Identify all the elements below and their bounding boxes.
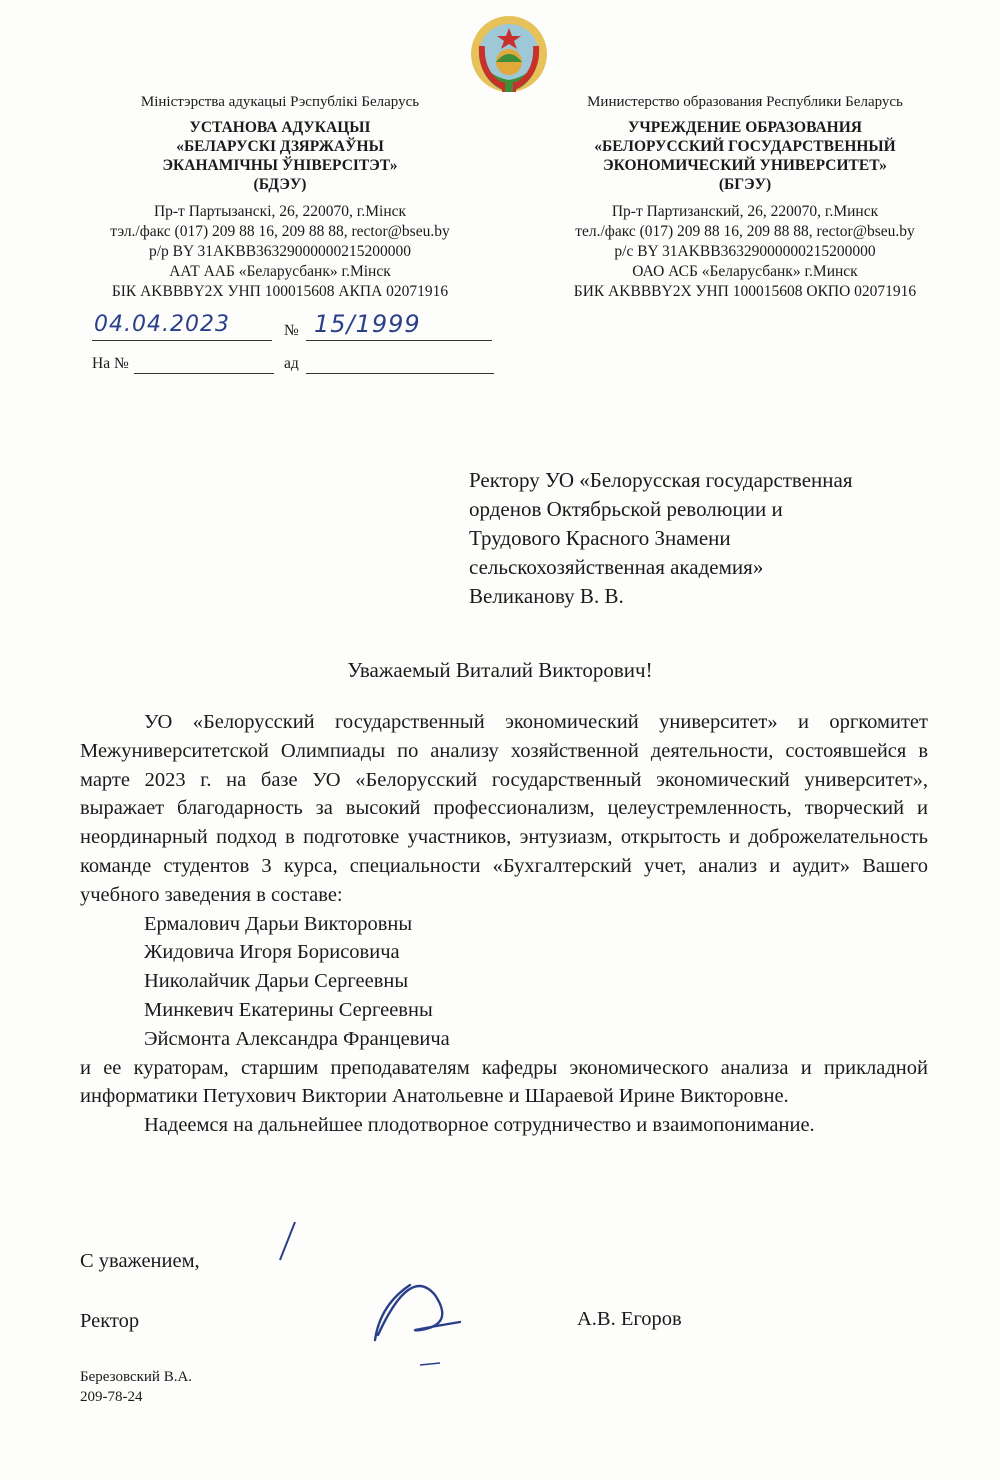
list-item: Жидовича Игоря Борисовича (144, 941, 400, 964)
outgoing-number-field (306, 310, 492, 341)
executor-contact (80, 1367, 192, 1407)
org-address-be (70, 202, 490, 302)
address-line: Пр-т Партизанский, 26, 220070, г.Минск (611, 203, 879, 220)
signature-mark (260, 1210, 500, 1380)
executor-phone: 209-78-24 (80, 1389, 143, 1405)
outgoing-date-handwritten: 04.04.2023 (94, 312, 230, 337)
addressee-line: орденов Октябрьской революции и (469, 497, 783, 521)
list-item: Эйсмонта Александра Францевича (144, 1027, 450, 1050)
header-left (70, 92, 490, 302)
address-line: БІК AKBBBY2X УНП 100015608 АКПА 02071916 (111, 283, 449, 300)
org-line: УЧРЕЖДЕНИЕ ОБРАЗОВАНИЯ (628, 119, 862, 136)
addressee-line: Трудового Красного Знамени (469, 526, 731, 550)
list-item: Николайчик Дарьи Сергеевны (144, 970, 409, 993)
body-paragraph: Надеемся на дальнейшее плодотворное сотрудничество и взаимопонимание. (144, 1114, 815, 1137)
list-item: Минкевич Екатерины Сергеевны (144, 998, 433, 1021)
addressee-line: Великанову В. В. (469, 584, 624, 608)
signer-title: Ректор (80, 1310, 140, 1332)
signer-name: А.В. Егоров (577, 1308, 682, 1330)
ministry-name-be: Міністэрства адукацыі Рэспублікі Беларусь (140, 94, 420, 110)
closing: С уважением, (80, 1250, 200, 1272)
org-line: ЭКОНОМИЧЕСКИЙ УНИВЕРСИТЕТ» (603, 157, 887, 174)
address-line: БИК AKBBBY2X УНП 100015608 ОКПО 02071916 (573, 283, 917, 300)
address-line: тел./факс (017) 209 88 16, 209 88 88, rector@bseu.by (575, 223, 915, 240)
org-line: УСТАНОВА АДУКАЦЫІ (189, 119, 371, 136)
address-line: р/р BY 31AKBB36329000000215200000 (148, 243, 412, 260)
reply-to-label: На № (92, 355, 129, 372)
student-names-list (80, 910, 928, 1054)
ministry-name-ru: Министерство образования Республики Беларусь (587, 94, 903, 110)
org-address-ru (545, 202, 945, 302)
address-line: ОАО АСБ «Беларусбанк» г.Минск (632, 263, 858, 280)
from-date-line (306, 372, 494, 374)
outgoing-number-handwritten: 15/1999 (314, 310, 421, 338)
org-line: (БГЭУ) (718, 176, 772, 193)
org-line: «БЕЛАРУСКІ ДЗЯРЖАЎНЫ (176, 138, 384, 155)
reply-to-line (134, 372, 274, 374)
org-name-ru (545, 118, 945, 194)
from-date-label: ад (284, 355, 299, 372)
addressee-block (469, 466, 969, 611)
address-line: ААТ ААБ «Беларусбанк» г.Мінск (169, 263, 391, 280)
executor-name: Березовский В.А. (80, 1369, 193, 1385)
number-label: № (284, 322, 299, 339)
body-paragraph: и ее кураторам, старшим преподавателям кафедры экономического анализа и прикладной информатики Петухович Виктории Анатольевне и Шараевой Ирине Викторовне. (80, 1056, 928, 1108)
org-name-be (70, 118, 490, 194)
body-paragraph: УО «Белорусский государственный экономический университет» и оргкомитет Межуниверситетской Олимпиады по анализу хозяйственной деятельности, состоявшейся в марте 2023 г. на базе УО «Белорусский государственный экономический университет», выражает благодарность за высокий профессионализм, целеустремленность, творческий и неординарный подход в подготовке участников, энтузиазм, открытость и доброжелательность команде студентов 3 курса, специальности «Бухгалтерский учет, анализ и аудит» Вашего учебного заведения в составе: (80, 711, 928, 906)
address-line: р/с BY 31AKBB36329000000215200000 (614, 243, 876, 260)
address-line: тэл./факс (017) 209 88 16, 209 88 88, rector@bseu.by (110, 223, 450, 240)
header-right (545, 92, 945, 302)
org-line: (БДЭУ) (253, 176, 307, 193)
address-line: Пр-т Партызанскі, 26, 220070, г.Мінск (153, 203, 407, 220)
outgoing-date-field (92, 314, 272, 341)
addressee-line: Ректору УО «Белорусская государственная (469, 468, 853, 492)
salutation: Уважаемый Виталий Викторович! (347, 658, 653, 682)
letter-body (80, 708, 928, 1140)
addressee-line: сельскохозяйственная академия» (469, 555, 764, 579)
belarus-emblem-icon (466, 6, 552, 98)
org-line: ЭКАНАМІЧНЫ ЎНІВЕРСІТЭТ» (162, 157, 398, 174)
list-item: Ермалович Дарьи Викторовны (144, 912, 413, 935)
org-line: «БЕЛОРУССКИЙ ГОСУДАРСТВЕННЫЙ (594, 138, 896, 155)
